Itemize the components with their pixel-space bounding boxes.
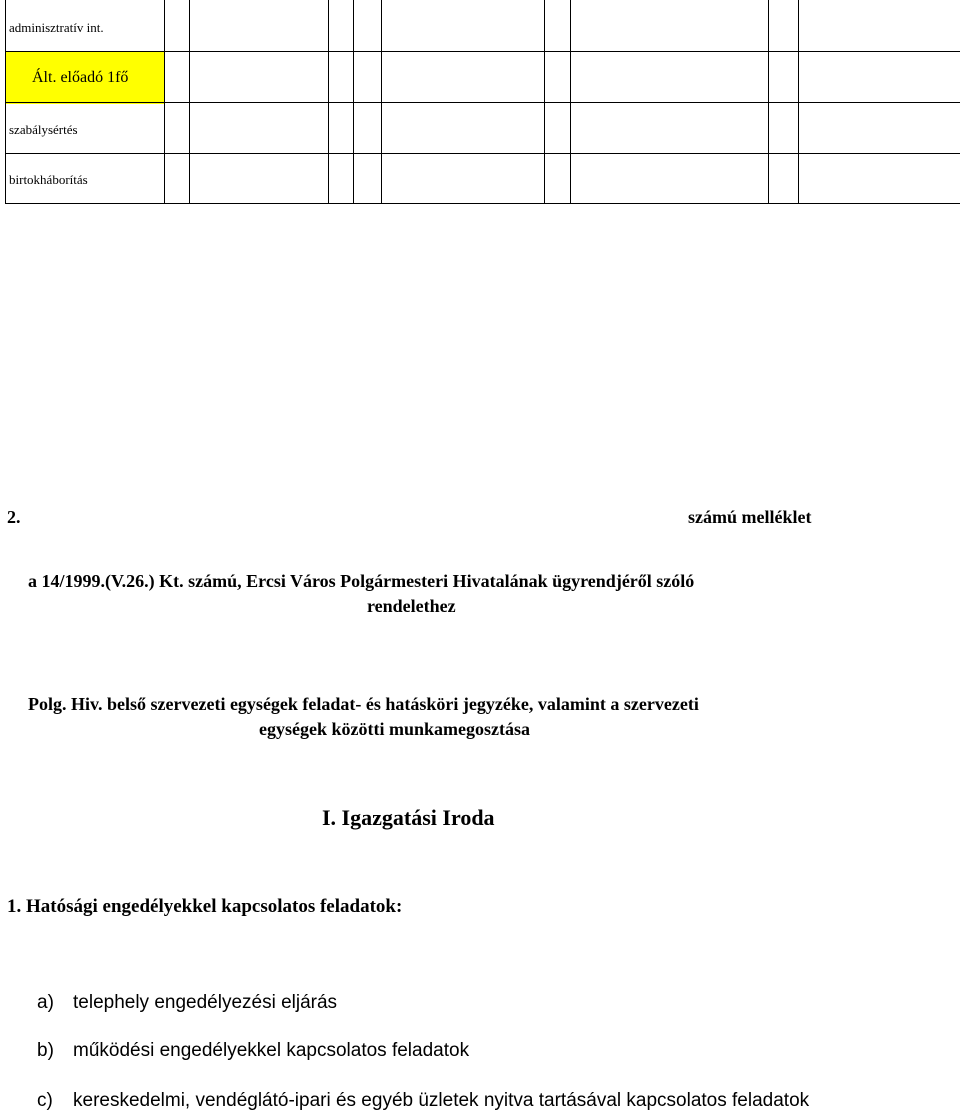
table-row — [6, 104, 164, 156]
row-label: birtokháborítás — [9, 172, 88, 187]
table-rule — [5, 102, 960, 103]
table-rule — [5, 153, 960, 154]
table-border — [5, 0, 6, 203]
list-item-marker: b) — [37, 1040, 54, 1061]
table-row — [6, 154, 164, 206]
table-border — [570, 0, 571, 203]
section-title: I. Igazgatási Iroda — [322, 805, 495, 830]
subsection-title: 1. Hatósági engedélyekkel kapcsolatos feladatok: — [7, 896, 403, 917]
staff-table — [0, 0, 960, 210]
table-border — [544, 0, 545, 203]
table-border — [164, 0, 165, 203]
document-heading-line-1: Polg. Hiv. belső szervezeti egységek feladat- és hatásköri jegyzéke, valamint a szervezeti — [28, 694, 699, 714]
list-item-marker: a) — [37, 992, 54, 1013]
reference-line-2: rendelethez — [367, 596, 456, 616]
list-item-text: működési engedélyekkel kapcsolatos feladatok — [73, 1040, 470, 1061]
list-item-text: kereskedelmi, vendéglátó-ipari és egyéb üzletek nyitva tartásával kapcsolatos feladatok — [73, 1090, 810, 1111]
table-row-highlighted — [6, 52, 164, 104]
row-label: szabálysértés — [9, 122, 78, 137]
list-item-marker: c) — [37, 1090, 53, 1111]
table-border — [798, 0, 799, 203]
table-rule — [5, 51, 960, 52]
table-rule — [5, 203, 960, 204]
reference-line-1: a 14/1999.(V.26.) Kt. számú, Ercsi Város Polgármesteri Hivatalának ügyrendjéről szóló — [28, 571, 695, 591]
table-border — [328, 0, 329, 203]
table-row — [6, 2, 164, 54]
row-label: Ált. előadó 1fő — [32, 69, 129, 86]
annex-label: számú melléklet — [688, 507, 812, 527]
table-border — [768, 0, 769, 203]
table-border — [381, 0, 382, 203]
annex-number: 2. — [7, 507, 21, 527]
document-heading-line-2: egységek közötti munkamegosztása — [259, 719, 530, 739]
table-border — [353, 0, 354, 203]
list-item-text: telephely engedélyezési eljárás — [73, 992, 338, 1013]
row-label: adminisztratív int. — [9, 20, 104, 35]
table-border — [189, 0, 190, 203]
